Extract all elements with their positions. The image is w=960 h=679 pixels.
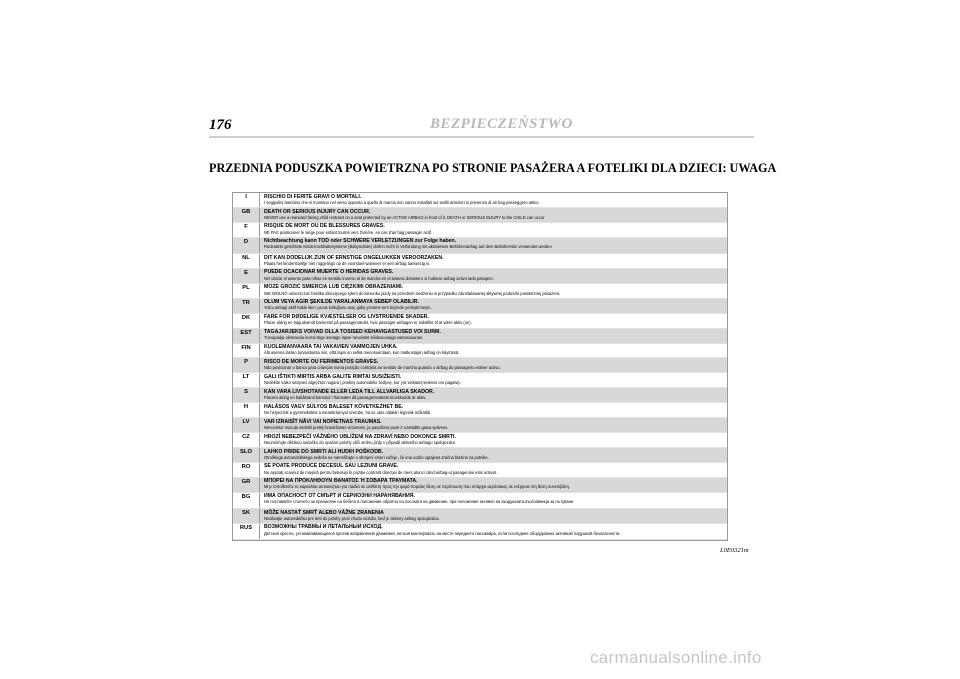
warning-text	[260, 403, 727, 417]
language-code: F	[233, 223, 260, 237]
warning-text	[260, 418, 727, 432]
warning-text	[260, 329, 727, 343]
warning-headline: KUOLEMANVAARA TAI VAKAVIEN VAMMOJEN UHKA.	[264, 344, 398, 351]
warning-headline: ВОЗМОЖНЫ ТРАВМЫ И ЛЕТАЛЬНЫЙ ИСХОД.	[264, 524, 383, 531]
header-divider	[209, 136, 754, 138]
warning-row	[233, 524, 727, 540]
warning-detail: Nenovietot mazuļa sēdekli pretēji braukšanas virzienam, ja pasažiera pusē ir uzstādīts gaisa spilvens.	[264, 424, 449, 430]
language-code: GR	[233, 478, 260, 492]
warning-detail: Μην τοποθετείτε το καρεκλάκι αυτοκινήτου για παιδιά σε αντίθετη προς την φορά πορείας θέση σε περίπτωση που υπάρχει αερόσακος σε ενέργεια στη θέση συνεπιβάτη.	[264, 484, 571, 490]
image-code: L0E0321m	[720, 547, 749, 554]
warning-detail: Neumísťujte dětskou sedačku do opačné polohy vůči směru jízdy v případě aktivního airbagu spolujezdce.	[264, 439, 457, 445]
warning-row	[233, 238, 727, 254]
warning-row	[233, 314, 727, 329]
warning-detail: Nedávajte autosedačku pre deti do polohy proti chodu vozidla, keď je aktívny airbag spolujazdca.	[264, 515, 440, 521]
warning-detail: NEVER use a rearward facing child restraint on a seat protected by an ACTIVE AIRBAG in front of it. DEATH or SERIOUS INJURY to the CHILD can occur	[264, 214, 545, 220]
warning-text	[260, 269, 727, 283]
warning-row	[233, 433, 727, 448]
warning-headline: ИМА ОПАСНОСТ ОТ СМЪРТ И СЕРИОЗНИ НАРАНЯВАНИЯ.	[264, 493, 415, 500]
warning-headline: MOŻE GROZIĆ ŚMIERCIA LUB CIĘŻKIMI OBRAŻENIAMI.	[264, 284, 404, 291]
warning-detail: Не поставяйте столчето за пренасяне на бебета в положение обратно на посоката на движение, при положение активно на въздушната възглавница за пътуване.	[264, 499, 575, 505]
language-code: SK	[233, 509, 260, 523]
warning-headline: ΜΠΟΡΕΙ ΝΑ ΠΡΟΚΛΗΘΟΥΝ ΘΑΝΑΤΟΣ Ή ΣΟΒΑΡΑ ΤΡΑΥΜΑΤΑ.	[264, 478, 418, 485]
warning-headline: ÖLÜM VEYA AĞIR ŞEKİLDE YARALANMAYA SEBEP OLABİLİR.	[264, 299, 419, 306]
language-code: D	[233, 238, 260, 253]
watermark: carmanualsonline.info	[590, 648, 762, 667]
warning-text	[260, 448, 727, 462]
warning-row	[233, 358, 727, 373]
warning-text	[260, 373, 727, 387]
warning-text	[260, 314, 727, 328]
warning-text	[260, 358, 727, 372]
warning-detail: Ne helyezzük a gyermekülést a menetiránnyal szembe, ha az utas oldalán légzsák működik.	[264, 409, 432, 415]
language-code: EST	[233, 329, 260, 343]
language-code: SLO	[233, 448, 260, 462]
warning-headline: SE POATE PRODUCE DECESUL SAU LEZIUNI GRAVE.	[264, 463, 399, 470]
warning-headline: LAHKO PRIDE DO SMRTI ALI HUDIH POŠKODB.	[264, 448, 384, 455]
warning-row	[233, 493, 727, 509]
warning-detail: NO ubicar el asiento para niños en sentido inverso al de marcha en el asiento delantero si hubiese airbag activo lado pasajero.	[264, 275, 494, 281]
language-code: PL	[233, 284, 260, 298]
airbag-warning-table	[232, 192, 728, 541]
language-code: CZ	[233, 433, 260, 447]
warning-text	[260, 299, 727, 313]
warning-text	[260, 433, 727, 447]
language-code: NL	[233, 254, 260, 268]
warning-detail: NE PAS positionner le siège pour enfant tourné vers l'arrière, en cas d'air bag passager actif.	[264, 229, 433, 235]
warning-detail: Turvapadja olemasolu korral ärge asetage lapse turvaistet sõidusuunaga vastassuunas.	[264, 335, 424, 341]
warning-detail: Placer aldrig en bagudvendt barnestol på passagersædet, hvis passager-airbagen er indstillet til at være aktiv (on).	[264, 320, 472, 326]
language-code: LV	[233, 418, 260, 432]
warning-headline: MÔŽE NASTAŤ SMRŤ ALEBO VÁŽNE ZRANENIA	[264, 509, 384, 516]
language-code: GB	[233, 208, 260, 222]
warning-detail: Otroškega avtomobilskega sedeža ne nameščajte v obrnjeni smeri vožnje, če ima vozilo vgrajena zračna blazine za potnike.	[264, 454, 489, 460]
warning-text	[260, 223, 727, 237]
language-code: P	[233, 358, 260, 372]
warning-text	[260, 254, 727, 268]
warning-row	[233, 223, 727, 238]
warning-row	[233, 463, 727, 478]
warning-text	[260, 509, 727, 523]
warning-row	[233, 208, 727, 223]
warning-headline: HROZÍ NEBEZPEČÍ VÁŽNÉHO UBLÍŽENÍ NA ZDRAVÍ NEBO DOKONCE SMRTI.	[264, 433, 456, 440]
warning-row	[233, 344, 727, 359]
language-code: S	[233, 388, 260, 402]
warning-text	[260, 238, 727, 253]
warning-headline: HALÁSOS VAGY SÚLYOS BALESET KÖVETKEZHET BE.	[264, 403, 404, 410]
language-code: I	[233, 193, 260, 207]
warning-detail: Placera aldrig en bakåtvänd barnstol i framsätet då passagerarsätets krockkudde är aktiv.	[264, 394, 427, 400]
warning-row	[233, 254, 727, 269]
language-code: RUS	[233, 524, 260, 539]
warning-detail: Rückwärts gerichtete Kinderrückhaltesysteme (Babyschale) dürfen nicht in Verbindung mit aktiviertem Beifahrerairbag auf dem Beifahrersitz verwendet werden	[264, 244, 552, 250]
warning-text	[260, 493, 727, 508]
warning-headline: VAR IZRAISĪT NĀVI VAI NOPIETNAS TRAUMAS.	[264, 418, 382, 425]
warning-headline: GALI IŠTIKTI MIRTIS ARBA GALITE RIMTAI SUSIŽEISTI.	[264, 373, 402, 380]
warning-detail: Nedėkite vaiko sėdynės atgręžtos nugara į priekinį automobilio sėdynę, kur yra veikiantį keleivio oro pagalvę.	[264, 380, 461, 386]
warning-row	[233, 448, 727, 463]
warning-row	[233, 418, 727, 433]
warning-row	[233, 478, 727, 493]
warning-detail: Não posicionar o banco para crianças numa posição contrária ao sentido de marcha quando o airbag do passageiro estiver activo.	[264, 365, 501, 371]
warning-headline: DEATH OR SERIOUS INJURY CAN OCCUR.	[264, 208, 371, 215]
warning-headline: RISQUE DE MORT OU DE BLESSURES GRAVES.	[264, 223, 385, 230]
warning-text	[260, 193, 727, 207]
language-code: E	[233, 269, 260, 283]
warning-headline: RISCO DE MORTE OU FERIMENTOS GRAVES.	[264, 359, 379, 366]
language-code: LT	[233, 373, 260, 387]
warning-detail: Nu aşezaţi scaunul de maşină pentru bebeluşi în poziţie contrară direcţiei de mers atunci când airbag-ul pasagerului este activat.	[264, 469, 498, 475]
warning-headline: DIT KAN DODELIJK ZIJN OF ERNSTIGE ONGELUKKEN VEROORZAKEN.	[264, 254, 444, 261]
warning-text	[260, 478, 727, 492]
warning-text	[260, 388, 727, 402]
warning-row	[233, 269, 727, 284]
warning-detail: Älä asenna lasten turvaistuinta niin, että lapsi on selkä menosuuntaan, kun matkustajan airbag on käytössä.	[264, 350, 460, 356]
section-heading: PRZEDNIA PODUSZKA POWIETRZNA PO STRONIE PASAŻERA A FOTELIKI DLA DZIECI: UWAGA	[209, 161, 777, 175]
warning-headline: Nichtbeachtung kann TOD oder SCHWERE VERLETZUNGEN zur Folge haben.	[264, 238, 457, 245]
warning-row	[233, 509, 727, 524]
warning-text	[260, 463, 727, 477]
warning-row	[233, 373, 727, 388]
warning-headline: FARE FOR DØDELIGE KVÆSTELSER OG LIVSTRUENDE SKADER.	[264, 314, 429, 321]
warning-detail: Plaats het kinderstoeltje niet ruggelings op de voorstoel wanneer er een airbag aanwezig is.	[264, 260, 431, 266]
warning-row	[233, 403, 727, 418]
warning-detail: I seggiolini bambino che si montano nel verso opposto a quello di marcia non vanno installati sui sedili anteriori in presenza di air bag passeggero attivo.	[264, 199, 540, 205]
warning-detail: Yolcu airbagi aktif halde iken çocuk koltuğunu araç gidiş yönüme ters biçimde yerleştirmeyin.	[264, 305, 432, 311]
warning-detail: Детское кресло, устанавливающееся против направления движения, нельзя монтировать на месте переднего пассажира, если последнее оборудовано активной подушкой безопасности.	[264, 530, 621, 536]
language-code: H	[233, 403, 260, 417]
language-code: RO	[233, 463, 260, 477]
chapter-title: BEZPIECZEŃSTWO	[430, 116, 573, 132]
language-code: BG	[233, 493, 260, 508]
warning-row	[233, 388, 727, 403]
warning-headline: KAN VARA LIVSHOTANDE ELLER LEDA TILL ALLVARLIGA SKADOR.	[264, 388, 435, 395]
warning-headline: TAGAJÄRJEKS VÕIVAD OLLA TÕSISED KEHAVIGASTUSED VÕI SURM.	[264, 329, 441, 336]
warning-row	[233, 284, 727, 299]
page-number: 176	[209, 117, 232, 133]
warning-headline: RISCHIO DI FERITE GRAVI O MORTALI.	[264, 193, 362, 200]
warning-text	[260, 344, 727, 358]
warning-row	[233, 299, 727, 314]
warning-detail: NIE WOLNO umieszczać fotelika dziecięcego tyłem do kierunku jazdy na przednim siedzeniu w przypadku zainstalowanej aktywnej poduszki powietrznej pasażera.	[264, 290, 561, 296]
warning-text	[260, 208, 727, 222]
warning-headline: PUEDE OCACIONAR MUERTE O HERIDAS GRAVES.	[264, 269, 394, 276]
language-code: FIN	[233, 344, 260, 358]
warning-text	[260, 524, 727, 539]
warning-row	[233, 193, 727, 208]
warning-text	[260, 284, 727, 298]
warning-row	[233, 329, 727, 344]
language-code: TR	[233, 299, 260, 313]
language-code: DK	[233, 314, 260, 328]
